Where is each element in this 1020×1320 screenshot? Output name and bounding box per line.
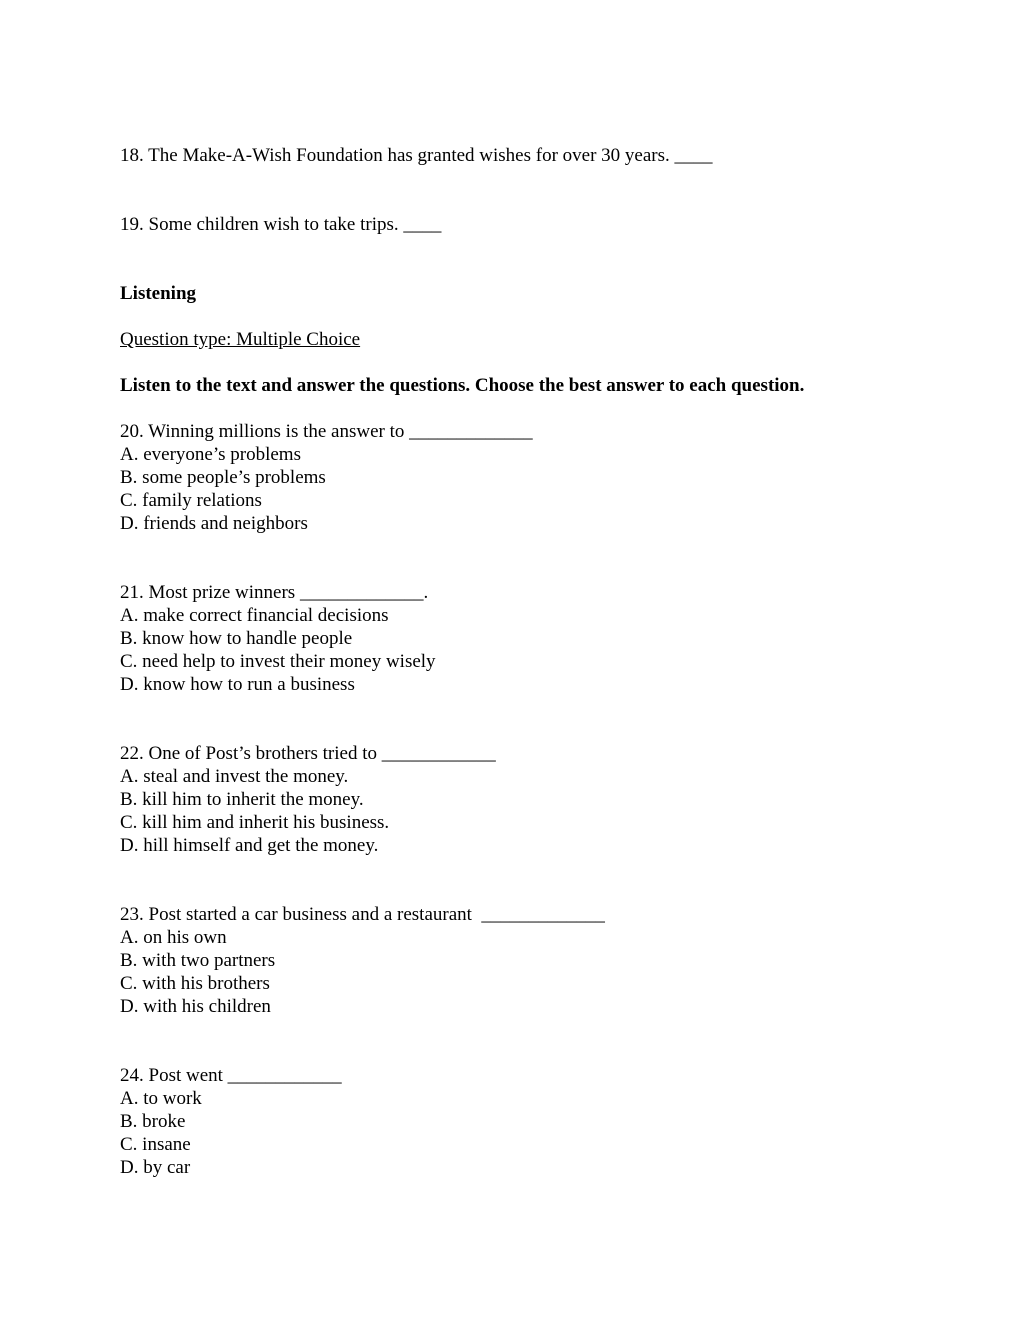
answer-option: B. with two partners	[120, 950, 276, 971]
answer-option: A. steal and invest the money.	[120, 766, 349, 787]
question-23	[120, 903, 605, 1018]
answer-option: D. friends and neighbors	[120, 513, 308, 534]
answer-option: A. to work	[120, 1088, 202, 1109]
question-stem: 22. One of Post’s brothers tried to ____________	[120, 743, 496, 764]
true-false-item-19: 19. Some children wish to take trips. ____	[120, 214, 442, 235]
true-false-item-18: 18. The Make-A-Wish Foundation has granted wishes for over 30 years. ____	[120, 145, 713, 166]
answer-option: B. some people’s problems	[120, 467, 326, 488]
answer-option: A. make correct financial decisions	[120, 605, 389, 626]
section-heading: Listening	[120, 283, 197, 304]
question-stem: 24. Post went ____________	[120, 1065, 342, 1086]
section-instructions: Listen to the text and answer the questions. Choose the best answer to each question.	[120, 375, 805, 396]
answer-option: D. hill himself and get the money.	[120, 835, 379, 856]
question-stem: 21. Most prize winners _____________.	[120, 582, 429, 603]
answer-option: B. broke	[120, 1111, 186, 1132]
answer-option: C. family relations	[120, 490, 262, 511]
question-type-label: Question type: Multiple Choice	[120, 329, 361, 350]
answer-option: D. by car	[120, 1157, 191, 1178]
answer-option: C. insane	[120, 1134, 191, 1155]
answer-option: B. know how to handle people	[120, 628, 353, 649]
question-stem: 23. Post started a car business and a restaurant _____________	[120, 904, 605, 925]
answer-option: C. kill him and inherit his business.	[120, 812, 390, 833]
question-21	[120, 581, 436, 696]
answer-option: B. kill him to inherit the money.	[120, 789, 364, 810]
question-stem: 20. Winning millions is the answer to _____________	[120, 421, 533, 442]
answer-option: C. need help to invest their money wisely	[120, 651, 436, 672]
question-22	[120, 742, 496, 857]
answer-option: A. everyone’s problems	[120, 444, 301, 465]
question-24	[120, 1064, 342, 1179]
question-20	[120, 420, 533, 535]
answer-option: C. with his brothers	[120, 973, 270, 994]
answer-option: D. know how to run a business	[120, 674, 355, 695]
answer-option: D. with his children	[120, 996, 271, 1017]
answer-option: A. on his own	[120, 927, 227, 948]
